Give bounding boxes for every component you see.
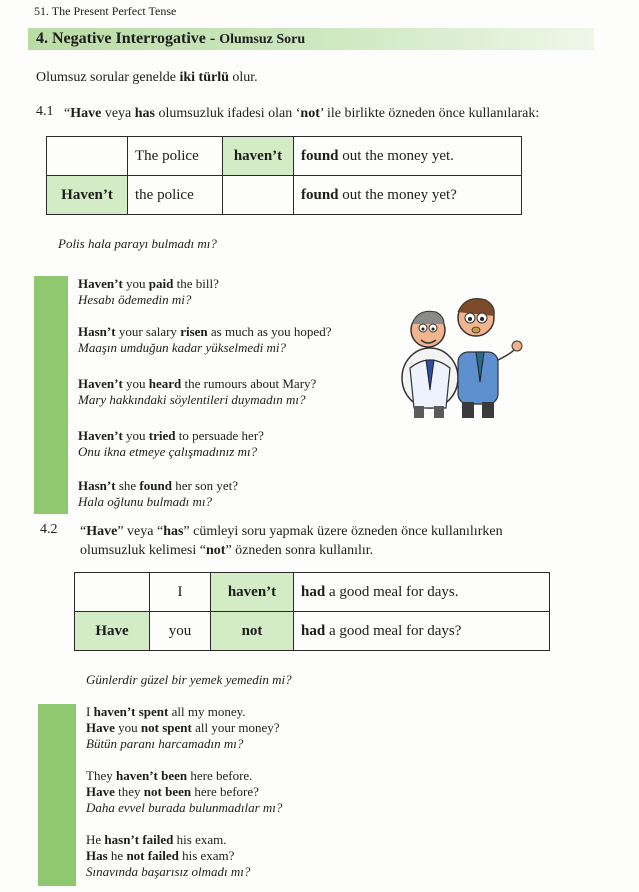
example-item: Haven’t you heard the rumours about Mary? Mary hakkındaki söylentileri duymadın mı? — [78, 376, 317, 407]
subsection-4-1 — [36, 104, 596, 124]
table1-translation: Polis hala parayı bulmadı mı? — [58, 236, 217, 251]
example-translation: Bütün paranı harcamadın mı? — [86, 736, 244, 751]
accent-bar — [38, 704, 76, 886]
table-cell: had a good meal for days. — [294, 573, 550, 612]
section-title-sub: Olumsuz Soru — [219, 32, 306, 47]
table-cell: found out the money yet? — [294, 176, 522, 215]
subsection-text: “Have” veya “has” cümleyi soru yapmak üzere özneden önce kullanılırken olumsuzluk kelimesi “not” özneden sonra kullanılır. — [80, 524, 503, 558]
subsection-number: 4.1 — [36, 104, 54, 119]
table-cell — [223, 176, 294, 215]
section-title-main: 4. Negative Interrogative - — [36, 30, 220, 47]
table-cell-highlight: Have — [75, 612, 150, 651]
example-item: Hasn’t your salary risen as much as you hoped? Maaşın umduğun kadar yükselmedi mi? — [78, 324, 332, 355]
example-translation: Onu ikna etmeye çalışmadınız mı? — [78, 444, 258, 459]
table-cell-highlight: haven’t — [223, 137, 294, 176]
table-cell-highlight: Haven’t — [47, 176, 128, 215]
example-translation: Sınavında başarısız olmadı mı? — [86, 864, 251, 879]
table-row — [47, 137, 522, 176]
example-item: He hasn’t failed his exam. Has he not failed his exam? Sınavında başarısız olmadı mı? — [86, 832, 251, 879]
example-translation: Mary hakkındaki söylentileri duymadın mı? — [78, 392, 306, 407]
table-row — [75, 612, 550, 651]
example-table-2 — [74, 572, 550, 651]
intro-after: olur. — [228, 70, 258, 85]
example-item: I haven’t spent all my money. Have you not spent all your money? Bütün paranı harcamadın mı? — [86, 704, 280, 751]
example-item: Hasn’t she found her son yet? Hala oğlunu bulmadı mı? — [78, 478, 238, 509]
table2-translation: Günlerdir güzel bir yemek yemedin mi? — [86, 672, 292, 687]
example-translation: Maaşın umduğun kadar yükselmedi mi? — [78, 340, 286, 355]
accent-bar — [34, 276, 68, 514]
intro-before: Olumsuz sorular genelde — [36, 70, 180, 85]
table-cell: the police — [128, 176, 223, 215]
table-cell-highlight: haven’t — [211, 573, 294, 612]
example-translation: Hesabı ödemedin mi? — [78, 292, 192, 307]
table-cell: I — [150, 573, 211, 612]
table-row — [75, 573, 550, 612]
subsection-4-2 — [40, 522, 600, 562]
businessmen-cartoon-illustration — [396, 290, 524, 420]
example-translation: Hala oğlunu bulmadı mı? — [78, 494, 212, 509]
example-translation: Daha evvel burada bulunmadılar mı? — [86, 800, 283, 815]
table-cell: you — [150, 612, 211, 651]
section-title — [36, 30, 305, 48]
table-row — [47, 176, 522, 215]
example-item: Haven’t you paid the bill? Hesabı ödemedin mi? — [78, 276, 219, 307]
table-cell — [47, 137, 128, 176]
subsection-text: “Have veya has olumsuzluk ifadesi olan ‘not’ ile birlikte özneden önce kullanılarak: — [64, 106, 540, 121]
table-cell: The police — [128, 137, 223, 176]
table-cell-highlight: not — [211, 612, 294, 651]
example-item: Haven’t you tried to persuade her? Onu ikna etmeye çalışmadınız mı? — [78, 428, 264, 459]
running-head: 51. The Present Perfect Tense — [34, 4, 177, 18]
subsection-number: 4.2 — [40, 522, 58, 537]
intro-bold: iki türlü — [179, 70, 229, 85]
example-table-1 — [46, 136, 522, 215]
table-cell — [75, 573, 150, 612]
intro-text — [36, 70, 258, 86]
table-cell: had a good meal for days? — [294, 612, 550, 651]
section-title-band — [28, 28, 594, 50]
table-cell: found out the money yet. — [294, 137, 522, 176]
example-item: They haven’t been here before. Have they not been here before? Daha evvel burada bulunmadılar mı? — [86, 768, 283, 815]
